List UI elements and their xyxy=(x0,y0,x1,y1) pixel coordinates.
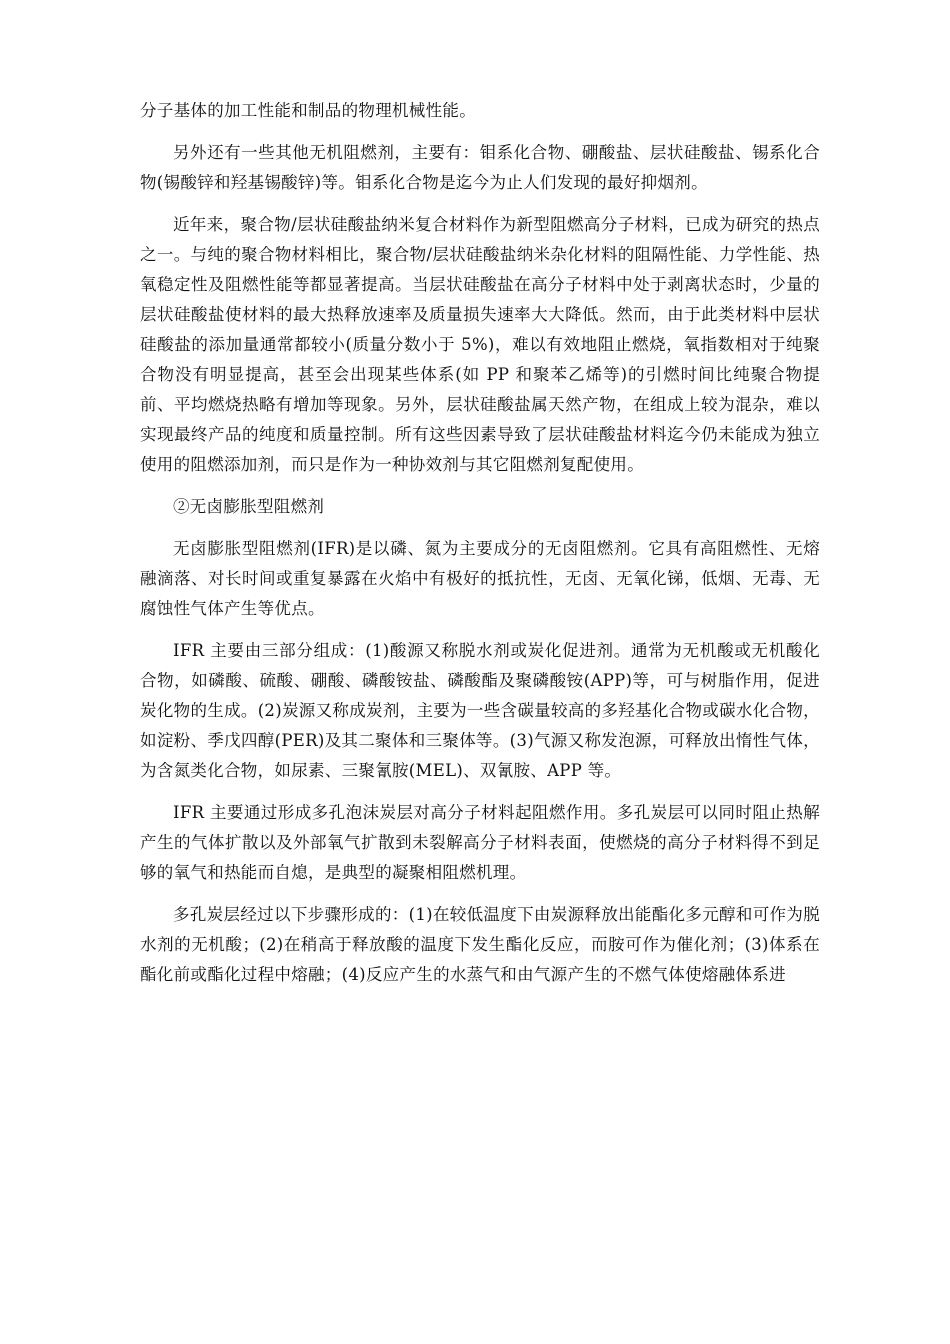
paragraph-ifr-mechanism: IFR 主要通过形成多孔泡沫炭层对高分子材料起阻燃作用。多孔炭层可以同时阻止热解产生的气体扩散以及外部氧气扩散到未裂解高分子材料表面，使燃烧的高分子材料得不到足够的氧气和热能而自熄，是典型的凝聚相阻燃机理。 xyxy=(140,803,820,882)
paragraph-layered-silicate-nanocomposites: 近年来，聚合物/层状硅酸盐纳米复合材料作为新型阻燃高分子材料，已成为研究的热点之一。与纯的聚合物材料相比，聚合物/层状硅酸盐纳米杂化材料的阻隔性能、力学性能、热氧稳定性及阻燃性能等都显著提高。当层状硅酸盐在高分子材料中处于剥离状态时，少量的层状硅酸盐使材料的最大热释放速率及质量损失速率大大降低。然而，由于此类材料中层状硅酸盐的添加量通常都较小(质量分数小于 5%)，难以有效地阻止燃烧，氧指数相对于纯聚合物没有明显提高，甚至会出现某些体系(如 PP 和聚苯乙烯等)的引燃时间比纯聚合物提前、平均燃烧热略有增加等现象。另外，层状硅酸盐属天然产物，在组成上较为混杂，难以实现最终产品的纯度和质量控制。所有这些因素导致了层状硅酸盐材料迄今仍未能成为独立使用的阻燃添加剂，而只是作为一种协效剂与其它阻燃剂复配使用。 xyxy=(140,215,820,474)
paragraph-other-inorganic-flame-retardants: 另外还有一些其他无机阻燃剂，主要有：钼系化合物、硼酸盐、层状硅酸盐、锡系化合物(锡酸锌和羟基锡酸锌)等。钼系化合物是迄今为止人们发现的最好抑烟剂。 xyxy=(140,143,820,192)
paragraph-char-formation-steps: 多孔炭层经过以下步骤形成的：(1)在较低温度下由炭源释放出能酯化多元醇和可作为脱水剂的无机酸；(2)在稍高于释放酸的温度下发生酯化反应，而胺可作为催化剂；(3)体系在酯化前或酯化过程中熔融；(4)反应产生的水蒸气和由气源产生的不燃气体使熔融体系进 xyxy=(140,905,820,984)
paragraph-ifr-components: IFR 主要由三部分组成：(1)酸源又称脱水剂或炭化促进剂。通常为无机酸或无机酸化合物，如磷酸、硫酸、硼酸、磷酸铵盐、磷酸酯及聚磷酸铵(APP)等，可与树脂作用，促进炭化物的生成。(2)炭源又称成炭剂，主要为一些含碳量较高的多羟基化合物或碳水化合物，如淀粉、季戊四醇(PER)及其二聚体和三聚体等。(3)气源又称发泡源，可释放出惰性气体，为含氮类化合物，如尿素、三聚氰胺(MEL)、双氰胺、APP 等。 xyxy=(140,641,820,780)
paragraph-continuation: 分子基体的加工性能和制品的物理机械性能。 xyxy=(140,101,476,120)
paragraph-ifr-intro: 无卤膨胀型阻燃剂(IFR)是以磷、氮为主要成分的无卤阻燃剂。它具有高阻燃性、无熔融滴落、对长时间或重复暴露在火焰中有极好的抵抗性，无卤、无氧化锑，低烟、无毒、无腐蚀性气体产生等优点。 xyxy=(140,539,820,618)
section-heading-halogen-free-intumescent: ②无卤膨胀型阻燃剂 xyxy=(173,497,325,516)
document-page xyxy=(140,96,820,1002)
